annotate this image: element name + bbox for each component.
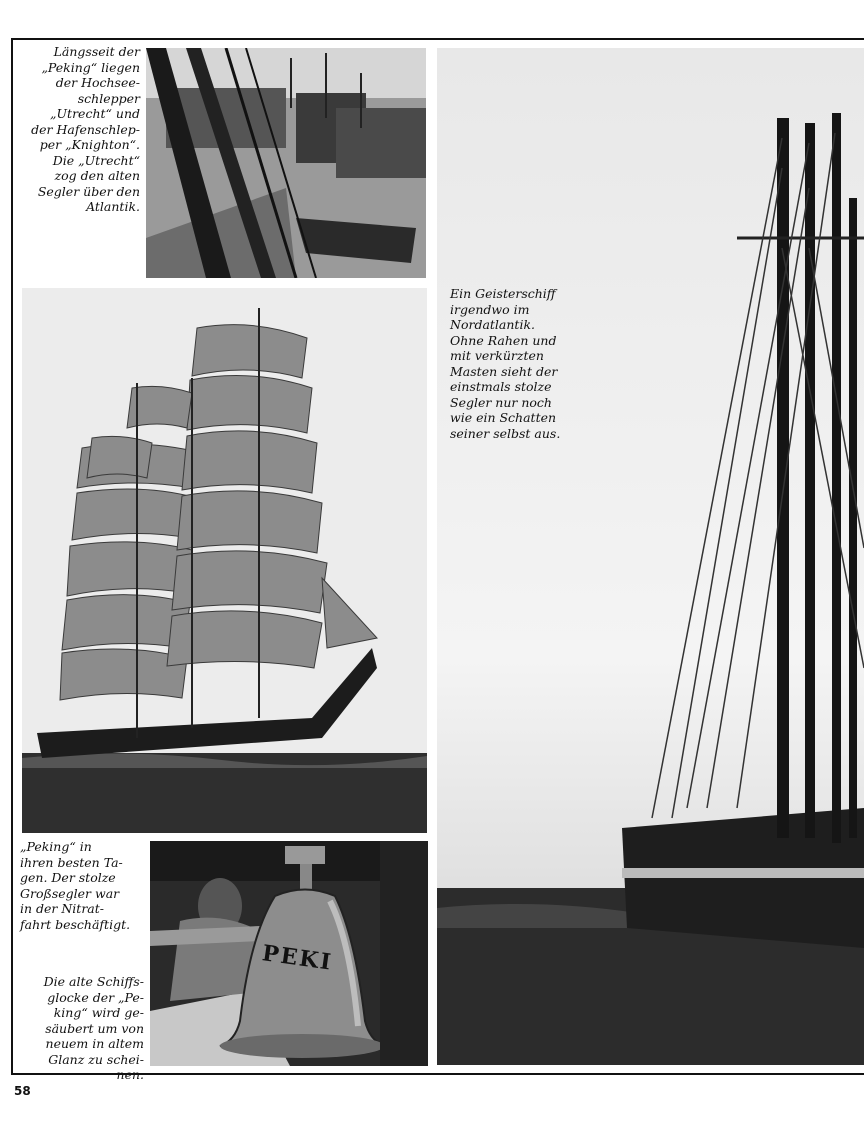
photo-ship-bell xyxy=(150,841,428,1066)
caption-tugs: Längsseit der „Peking“ liegen der Hochsee- schlepper „Utrecht“ und der Hafenschlep- per „Knighton“. Die „Utrecht“ zog den alten Segler über den Atlantik. xyxy=(31,44,140,214)
caption-bell: Die alte Schiffs- glocke der „Pe- king“ wird ge- säubert um von neuem in altem Glanz zu schei- nen. xyxy=(43,974,144,1082)
photo-peking-full-sail xyxy=(22,288,427,833)
caption-best-days: „Peking“ in ihren besten Ta- gen. Der stolze Großsegler war in der Nitrat- fahrt beschäftigt. xyxy=(20,839,131,932)
photo-tugboats-alongside xyxy=(146,48,426,278)
caption-ghost-ship: Ein Geisterschiff irgendwo im Nordatlantik. Ohne Rahen und mit verkürzten Masten sieht der einstmals stolze Segler nur noch wie ein Schatten seiner selbst aus. xyxy=(450,286,561,441)
bell-lettering: PEKI xyxy=(260,940,335,976)
photo-ghost-ship xyxy=(437,48,864,1065)
page-number: 58 xyxy=(14,1084,31,1098)
